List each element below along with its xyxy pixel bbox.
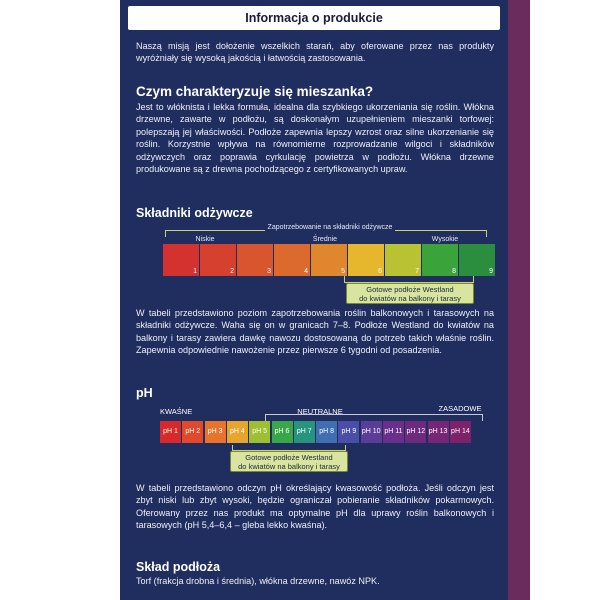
ph-level-box: pH 2: [182, 421, 203, 443]
ph-level-box: pH 6: [272, 421, 293, 443]
nutrient-level-box: [311, 244, 347, 276]
nutrient-mid-label: Średnie: [312, 236, 338, 243]
ph-level-box: pH 7: [294, 421, 315, 443]
mix-heading: Czym charakteryzuje się mieszanka?: [136, 84, 374, 99]
ph-badge-line1: Gotowe podłoże Westland: [245, 453, 333, 462]
ph-westland-badge: [230, 451, 348, 472]
nutrient-level-box: [422, 244, 458, 276]
nutrient-level-label: 4: [304, 268, 308, 275]
nutrient-level-box: [459, 244, 495, 276]
ph-alkaline-label: ZASADOWE: [438, 404, 482, 413]
ph-level-box: pH 5: [249, 421, 270, 443]
nutrient-westland-badge: [346, 283, 474, 304]
nutrient-badge-line2: do kwiatów na balkony i tarasy: [359, 294, 461, 303]
nutrient-high-label: Wysokie: [431, 236, 459, 243]
nutrient-level-label: 1: [193, 268, 197, 275]
composition-text: Torf (frakcja drobna i średnia), włókna drzewne, nawóz NPK.: [136, 576, 380, 586]
mix-text: Jest to włóknista i lekka formuła, idealna dla szybkiego ukorzeniania się roślin. Włókna drzewne, zawarte w podłożu, są doskonałym uzupełnieniem mieszanki torfowej: polepszają jej właściwości. Podłoże zapewnia lepszy wzrost oraz silne ukorzenianie się roślin. Korzystnie wpływa na równomierne rozprowadzanie wilgoci i składników odżywczych oraz poprawia cyrkulację powietrza w podłożu. Włókna drzewne produkowane są z drewna pochodzącego z certyfikowanych upraw.: [136, 102, 494, 175]
ph-level-box: pH 1: [160, 421, 181, 443]
ph-text: W tabeli przedstawiono odczyn pH określający kwasowość podłoża. Jeśli odczyn jest zbyt niski lub zbyt wysoki, będzie ograniczał pobieranie składników pokarmowych. Oferowany przez nas produkt ma optymalne pH dla uprawy roślin balkonowych i tarasowych (pH 5,4–6,4 – gleba lekko kwaśna).: [136, 483, 494, 531]
nutrient-badge-line1: Gotowe podłoże Westland: [366, 285, 454, 294]
ph-heading: pH: [136, 386, 153, 400]
ph-level-box: pH 13: [428, 421, 449, 443]
intro-text: Naszą misją jest dołożenie wszelkich starań, aby oferowane przez nas produkty wyróżniały się wysoką jakością i łatwością zastosowania.: [136, 41, 494, 64]
ph-badge-line2: do kwiatów na balkony i tarasy: [238, 462, 340, 471]
nutrient-level-label: 8: [452, 268, 456, 275]
ph-acid-label: KWAŚNE: [160, 407, 193, 416]
nutrient-level-box: [237, 244, 273, 276]
nutrient-scale-title: Zapotrzebowanie na składniki odżywcze: [220, 224, 440, 231]
ph-level-box: pH 3: [205, 421, 226, 443]
ph-level-box: pH 4: [227, 421, 248, 443]
nutrient-badge-bracket: [344, 276, 474, 283]
ph-level-box: pH 10: [361, 421, 382, 443]
ph-neutral-label: NEUTRALNE: [297, 407, 343, 416]
nutrient-level-box: [163, 244, 199, 276]
nutrient-level-box: [200, 244, 236, 276]
nutrient-level-label: 3: [267, 268, 271, 275]
ph-level-box: pH 11: [383, 421, 404, 443]
nutrient-level-box: [385, 244, 421, 276]
ph-level-box: pH 9: [338, 421, 359, 443]
nutrient-level-label: 9: [489, 268, 493, 275]
nutrient-level-label: 5: [341, 268, 345, 275]
ph-level-box: pH 8: [316, 421, 337, 443]
nutrient-level-label: 2: [230, 268, 234, 275]
nutrient-low-label: Niskie: [195, 236, 215, 243]
nutrient-level-box: [274, 244, 310, 276]
nutrients-heading: Składniki odżywcze: [136, 206, 253, 220]
header-title: Informacja o produkcie: [245, 11, 383, 25]
ph-level-box: pH 12: [405, 421, 426, 443]
nutrient-level-label: 6: [378, 268, 382, 275]
header-bar: [128, 6, 500, 30]
border-strip: [508, 0, 530, 600]
composition-heading: Skład podłoża: [136, 560, 221, 574]
ph-level-box: pH 14: [450, 421, 471, 443]
nutrients-text: W tabeli przedstawiono poziom zapotrzebowania roślin balkonowych i tarasowych na składniki odżywcze. Waha się on w granicach 7–8. Podłoże Westland do kwiatów na balkony i tarasy zawiera dawkę nawozu dostosowaną do potrzeb takich właśnie roślin. Zapewnia odpowiednie nawożenie przez pierwsze 6 tygodni od posadzenia.: [136, 308, 494, 356]
ph-scale-bracket: [265, 414, 483, 421]
nutrient-level-box: [348, 244, 384, 276]
nutrient-level-label: 7: [415, 268, 419, 275]
